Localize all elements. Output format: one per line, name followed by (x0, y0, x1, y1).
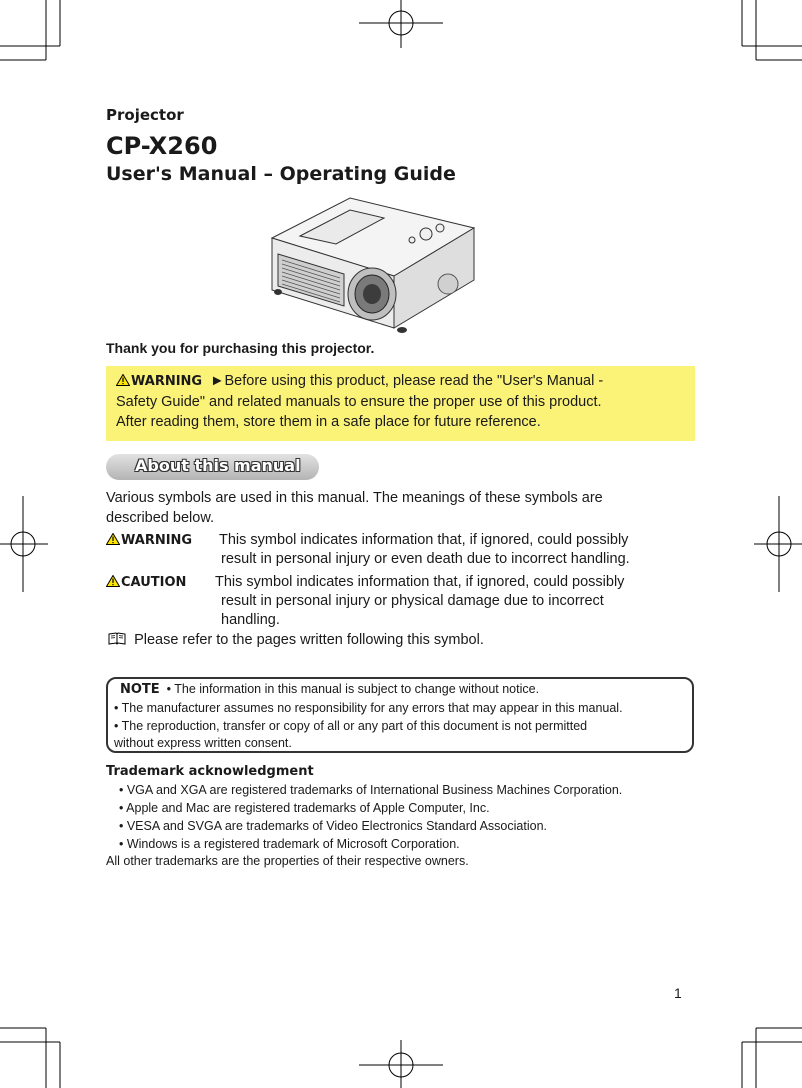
trademark-item: • Apple and Mac are registered trademarks of Apple Computer, Inc. (119, 801, 490, 815)
book-icon (108, 632, 126, 646)
projector-image (264, 194, 480, 336)
book-symbol-text: Please refer to the pages written following this symbol. (134, 632, 484, 648)
caution-desc-line-1: This symbol indicates information that, if ignored, could possibly (215, 574, 625, 590)
note-line-1-row (120, 681, 539, 698)
registration-mark-icon (754, 496, 802, 592)
crop-mark-icon (742, 1028, 802, 1088)
note-line-3: • The reproduction, transfer or copy of all or any part of this document is not permitted (114, 719, 588, 733)
trademark-item: • Windows is a registered trademark of Microsoft Corporation. (119, 837, 460, 851)
trademark-item: • VGA and XGA are registered trademarks of International Business Machines Corporation. (119, 783, 623, 797)
page-number: 1 (674, 985, 682, 1001)
crop-mark-icon (0, 1028, 60, 1088)
crop-mark-icon (0, 0, 60, 60)
warning-triangle-icon (106, 575, 120, 587)
trademark-footer: All other trademarks are the properties of their respective owners. (106, 854, 469, 868)
warning-label: WARNING (131, 374, 203, 389)
crop-mark-icon (742, 0, 802, 60)
warning-symbol-row (106, 530, 192, 551)
warning-line-1: ►Before using this product, please read the "User's Manual - (210, 373, 604, 389)
intro-line-2: described below. (106, 510, 215, 526)
model-title: CP-X260 (106, 132, 218, 160)
registration-mark-icon (359, 1040, 443, 1088)
note-label: NOTE (120, 682, 160, 697)
warning-symbol-label: WARNING (121, 533, 193, 548)
warning-triangle-icon (106, 533, 120, 545)
book-symbol-row (108, 630, 484, 650)
product-label: Projector (106, 106, 184, 124)
intro-line-1: Various symbols are used in this manual. The meanings of these symbols are (106, 490, 603, 506)
caution-symbol-row (106, 572, 186, 593)
page-title: User's Manual – Operating Guide (106, 163, 456, 185)
trademark-item: • VESA and SVGA are trademarks of Video Electronics Standard Association. (119, 819, 547, 833)
note-line-2: • The manufacturer assumes no responsibility for any errors that may appear in this manual. (114, 701, 623, 715)
note-line-4: without express written consent. (114, 736, 292, 750)
warning-line-2: Safety Guide" and related manuals to ensure the proper use of this product. (116, 394, 602, 410)
warning-box (106, 366, 695, 441)
note-line-1: • The information in this manual is subject to change without notice. (166, 682, 540, 696)
warning-desc-line-2: result in personal injury or even death due to incorrect handling. (221, 551, 630, 567)
caution-desc-line-3: handling. (221, 612, 280, 628)
thank-you-text: Thank you for purchasing this projector. (106, 340, 375, 356)
warning-line-3: After reading them, store them in a safe place for future reference. (116, 414, 541, 430)
registration-mark-icon (359, 0, 443, 48)
warning-desc-line-1: This symbol indicates information that, if ignored, could possibly (219, 532, 629, 548)
trademark-heading: Trademark acknowledgment (106, 764, 314, 779)
caution-desc-line-2: result in personal injury or physical damage due to incorrect (221, 593, 604, 609)
registration-mark-icon (0, 496, 48, 592)
warning-triangle-icon (116, 374, 130, 386)
caution-symbol-label: CAUTION (121, 575, 187, 590)
section-heading: About this manual (135, 456, 301, 475)
